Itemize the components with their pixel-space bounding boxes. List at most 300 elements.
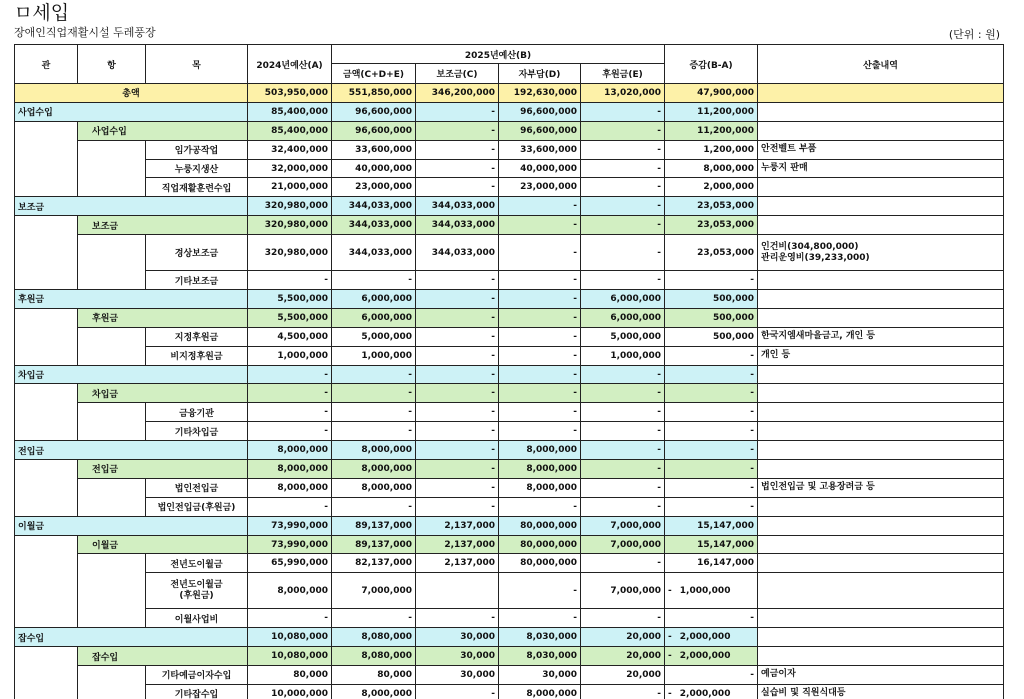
value-change: - [665,403,758,422]
table-row [15,628,1004,647]
value-a: 8,000,000 [248,441,332,460]
value-e: - [581,121,665,140]
value-d: 192,630,000 [499,84,581,103]
value-e: 7,000,000 [581,535,665,554]
indent-cell [15,609,78,628]
row-label: 임가공작업 [146,140,248,159]
value-b: - [332,271,416,290]
indent-cell [15,666,78,685]
header-detail: 산출내역 [758,45,1004,84]
indent-cell [15,497,78,516]
value-a: - [248,365,332,384]
table-row [15,609,1004,628]
value-a: 21,000,000 [248,178,332,197]
value-a: 10,080,000 [248,628,332,647]
indent-cell [15,216,78,235]
negative-sign: - [668,651,672,662]
value-a: 73,990,000 [248,535,332,554]
value-d: 96,600,000 [499,121,581,140]
value-a: - [248,271,332,290]
detail-note [758,384,1004,403]
value-a: 80,000 [248,666,332,685]
table-row [15,573,1004,609]
value-c: - [416,159,499,178]
indent-cell [15,422,78,441]
indent-cell [15,403,78,422]
value-b: - [332,365,416,384]
value-change: - [665,497,758,516]
value-e: 13,020,000 [581,84,665,103]
value-c: 30,000 [416,647,499,666]
value-change: 2,000,000 [665,178,758,197]
detail-note [758,516,1004,535]
value-e: - [581,365,665,384]
value-d: 8,000,000 [499,460,581,479]
table-row [15,102,1004,121]
row-label: 보조금 [15,197,248,216]
value-d: - [499,573,581,609]
detail-note [758,178,1004,197]
value-d: - [499,365,581,384]
value-b: - [332,422,416,441]
indent-cell [78,327,146,346]
value-b: 8,000,000 [332,684,416,699]
value-e: - [581,271,665,290]
value-d: - [499,235,581,271]
row-label: 비지정후원금 [146,346,248,365]
value-e: - [581,460,665,479]
table-row [15,684,1004,699]
detail-note [758,535,1004,554]
value-d: 8,000,000 [499,684,581,699]
row-label: 사업수입 [78,121,248,140]
value-d: 8,030,000 [499,647,581,666]
table-row [15,235,1004,271]
value-c: 2,137,000 [416,554,499,573]
value-change: 1,200,000 [665,140,758,159]
value-change [665,628,758,647]
value-a: 5,500,000 [248,308,332,327]
detail-note [758,497,1004,516]
value-b: 1,000,000 [332,346,416,365]
negative-sign: - [668,585,672,596]
table-row [15,422,1004,441]
revenue-budget-table [14,44,1004,699]
indent-cell [15,308,78,327]
indent-cell [78,422,146,441]
value-a: - [248,497,332,516]
detail-note [758,84,1004,103]
header-budget-2024: 2024년예산(A) [248,45,332,84]
value-a: 73,990,000 [248,516,332,535]
value-e: - [581,422,665,441]
value-e: - [581,178,665,197]
value-change: 47,900,000 [665,84,758,103]
value-d: - [499,290,581,309]
detail-note [758,102,1004,121]
value-change: 500,000 [665,327,758,346]
table-row [15,497,1004,516]
value-b: 8,000,000 [332,441,416,460]
indent-cell [78,609,146,628]
value-d: - [499,497,581,516]
value-change: - [665,441,758,460]
value-change: 23,053,000 [665,197,758,216]
value-b: 33,600,000 [332,140,416,159]
value-change: 23,053,000 [665,235,758,271]
value-b: 89,137,000 [332,535,416,554]
indent-cell [78,554,146,573]
table-row [15,403,1004,422]
value-a: 4,500,000 [248,327,332,346]
row-label: 전년도이월금 [146,554,248,573]
detail-note: 예금이자 [758,666,1004,685]
value-c: 344,033,000 [416,197,499,216]
row-label: 잡수입 [78,647,248,666]
table-row [15,365,1004,384]
value-b: 8,080,000 [332,628,416,647]
indent-cell [78,497,146,516]
detail-note: 인건비(304,800,000) 관리운영비(39,233,000) [758,235,1004,271]
header-self: 자부담(D) [499,64,581,84]
row-label: 법인전입금(후원금) [146,497,248,516]
header-amount: 금액(C+D+E) [332,64,416,84]
change-amount: 2,000,000 [679,688,731,699]
indent-cell [15,573,78,609]
value-c: - [416,327,499,346]
value-d: 8,000,000 [499,441,581,460]
indent-cell [15,554,78,573]
value-b: 7,000,000 [332,573,416,609]
indent-cell [15,478,78,497]
value-c: - [416,346,499,365]
detail-note: 한국지엠새마을금고, 개인 등 [758,327,1004,346]
change-amount: 2,000,000 [679,651,731,662]
detail-note [758,554,1004,573]
value-change: - [665,271,758,290]
value-e: 5,000,000 [581,327,665,346]
value-change [665,573,758,609]
row-label: 기타잡수입 [146,684,248,699]
value-change: - [665,422,758,441]
indent-cell [15,235,78,271]
row-label: 총액 [15,84,248,103]
value-a: - [248,422,332,441]
table-row [15,197,1004,216]
value-a: 1,000,000 [248,346,332,365]
value-b: 344,033,000 [332,216,416,235]
row-label: 잡수입 [15,628,248,647]
value-d: - [499,327,581,346]
value-b: 344,033,000 [332,235,416,271]
value-a: 32,400,000 [248,140,332,159]
table-row [15,460,1004,479]
table-body [15,84,1004,699]
value-e: - [581,216,665,235]
value-c: - [416,308,499,327]
row-label: 직업재활훈련수입 [146,178,248,197]
value-b: - [332,384,416,403]
value-change [665,684,758,699]
value-e: - [581,197,665,216]
value-d: - [499,216,581,235]
indent-cell [78,684,146,699]
indent-cell [78,573,146,609]
row-label: 전년도이월금 (후원금) [146,573,248,609]
value-b: - [332,609,416,628]
value-e: 20,000 [581,628,665,647]
value-change: - [665,365,758,384]
value-a: - [248,384,332,403]
value-c: - [416,478,499,497]
value-c: - [416,140,499,159]
row-label: 이월사업비 [146,609,248,628]
value-a: 8,000,000 [248,573,332,609]
detail-note [758,403,1004,422]
value-e: - [581,102,665,121]
detail-note [758,365,1004,384]
value-a: - [248,609,332,628]
value-c: 2,137,000 [416,535,499,554]
detail-note [758,460,1004,479]
value-a: 32,000,000 [248,159,332,178]
value-e: 7,000,000 [581,516,665,535]
value-e: - [581,159,665,178]
row-label: 이월금 [15,516,248,535]
value-change: - [665,609,758,628]
row-label: 법인전입금 [146,478,248,497]
table-row [15,159,1004,178]
negative-sign: - [668,688,672,699]
value-c: - [416,290,499,309]
table-row [15,346,1004,365]
indent-cell [15,460,78,479]
header-budget-2025: 2025년예산(B) [332,45,665,64]
indent-cell [15,121,78,140]
header-change: 증감(B-A) [665,45,758,84]
value-d: - [499,422,581,441]
indent-cell [15,346,78,365]
row-label: 누룽지생산 [146,159,248,178]
value-e: - [581,403,665,422]
page-title: ㅁ세입 [14,2,70,24]
value-b: 5,000,000 [332,327,416,346]
value-b: 6,000,000 [332,290,416,309]
row-label: 보조금 [78,216,248,235]
row-label: 전입금 [78,460,248,479]
value-a: 8,000,000 [248,460,332,479]
value-c: - [416,271,499,290]
detail-note [758,121,1004,140]
detail-note [758,197,1004,216]
value-e: - [581,235,665,271]
indent-cell [15,535,78,554]
indent-cell [78,271,146,290]
detail-note [758,290,1004,309]
table-row [15,290,1004,309]
value-b: 40,000,000 [332,159,416,178]
row-label: 사업수입 [15,102,248,121]
indent-cell [15,684,78,699]
value-e: 20,000 [581,647,665,666]
value-e: 6,000,000 [581,308,665,327]
row-label: 기타보조금 [146,271,248,290]
value-b: 82,137,000 [332,554,416,573]
value-a: 5,500,000 [248,290,332,309]
value-c: 346,200,000 [416,84,499,103]
row-label: 전입금 [15,441,248,460]
value-a: 320,980,000 [248,216,332,235]
change-amount: 1,000,000 [679,585,731,596]
detail-note [758,271,1004,290]
value-e: - [581,497,665,516]
value-change: 500,000 [665,308,758,327]
header-donation: 후원금(E) [581,64,665,84]
indent-cell [78,235,146,271]
value-change [665,647,758,666]
value-c: 344,033,000 [416,216,499,235]
value-b: 96,600,000 [332,102,416,121]
value-c: 30,000 [416,666,499,685]
value-change: 11,200,000 [665,102,758,121]
value-e: - [581,684,665,699]
detail-note: 법인전입금 및 고용장려금 등 [758,478,1004,497]
detail-note: 실습비 및 직원식대등 [758,684,1004,699]
table-row [15,140,1004,159]
row-label: 이월금 [78,535,248,554]
detail-note [758,609,1004,628]
indent-cell [15,271,78,290]
table-row [15,327,1004,346]
value-e: - [581,554,665,573]
indent-cell [78,140,146,159]
table-row [15,666,1004,685]
value-e: 7,000,000 [581,573,665,609]
value-b: 8,080,000 [332,647,416,666]
value-b: - [332,497,416,516]
row-label: 금융기관 [146,403,248,422]
table-row [15,554,1004,573]
value-a: - [248,403,332,422]
value-d: 80,000,000 [499,535,581,554]
detail-note: 누룽지 판매 [758,159,1004,178]
value-a: 8,000,000 [248,478,332,497]
row-label: 지정후원금 [146,327,248,346]
header-hang: 항 [78,45,146,84]
value-c: - [416,102,499,121]
indent-cell [78,666,146,685]
table-row [15,271,1004,290]
indent-cell [78,478,146,497]
value-d: - [499,403,581,422]
table-row [15,178,1004,197]
detail-note [758,573,1004,609]
value-a: 320,980,000 [248,235,332,271]
value-c: - [416,384,499,403]
value-change: 15,147,000 [665,516,758,535]
value-e: 20,000 [581,666,665,685]
table-row [15,121,1004,140]
value-change: 11,200,000 [665,121,758,140]
row-label: 경상보조금 [146,235,248,271]
value-d: - [499,346,581,365]
facility-name: 장애인직업재활시설 두레풍장 [14,26,156,39]
value-change: - [665,346,758,365]
detail-note: 안전벨트 부품 [758,140,1004,159]
value-d: - [499,609,581,628]
detail-note [758,422,1004,441]
value-change: - [665,384,758,403]
indent-cell [78,178,146,197]
value-d: - [499,384,581,403]
value-b: 551,850,000 [332,84,416,103]
value-c: 30,000 [416,628,499,647]
indent-cell [78,403,146,422]
value-change: 15,147,000 [665,535,758,554]
detail-note [758,441,1004,460]
value-change: 23,053,000 [665,216,758,235]
value-d: - [499,308,581,327]
value-b: 344,033,000 [332,197,416,216]
value-c: - [416,441,499,460]
negative-sign: - [668,632,672,643]
detail-note [758,647,1004,666]
value-d: 96,600,000 [499,102,581,121]
header-mok: 목 [146,45,248,84]
value-a: 65,990,000 [248,554,332,573]
value-c: - [416,684,499,699]
value-c: - [416,609,499,628]
row-label: 후원금 [15,290,248,309]
detail-note: 개인 등 [758,346,1004,365]
value-d: 23,000,000 [499,178,581,197]
value-change: 8,000,000 [665,159,758,178]
value-b: 23,000,000 [332,178,416,197]
table-row [15,478,1004,497]
value-b: 96,600,000 [332,121,416,140]
table-row [15,84,1004,103]
value-b: - [332,403,416,422]
value-d: 8,030,000 [499,628,581,647]
value-c: - [416,365,499,384]
value-d: 80,000,000 [499,516,581,535]
indent-cell [15,159,78,178]
detail-note [758,308,1004,327]
value-c [416,573,499,609]
table-row [15,647,1004,666]
value-d: 33,600,000 [499,140,581,159]
indent-cell [15,140,78,159]
value-b: 8,000,000 [332,460,416,479]
value-d: 80,000,000 [499,554,581,573]
value-change: - [665,460,758,479]
value-e: - [581,140,665,159]
table-row [15,216,1004,235]
value-e: - [581,609,665,628]
row-label: 후원금 [78,308,248,327]
indent-cell [15,327,78,346]
unit-label: (단위 : 원) [948,28,1000,41]
value-c: - [416,497,499,516]
value-e: - [581,441,665,460]
value-b: 6,000,000 [332,308,416,327]
table-row [15,384,1004,403]
header-subsidy: 보조금(C) [416,64,499,84]
value-change: - [665,478,758,497]
indent-cell [15,178,78,197]
value-b: 89,137,000 [332,516,416,535]
value-c: 2,137,000 [416,516,499,535]
